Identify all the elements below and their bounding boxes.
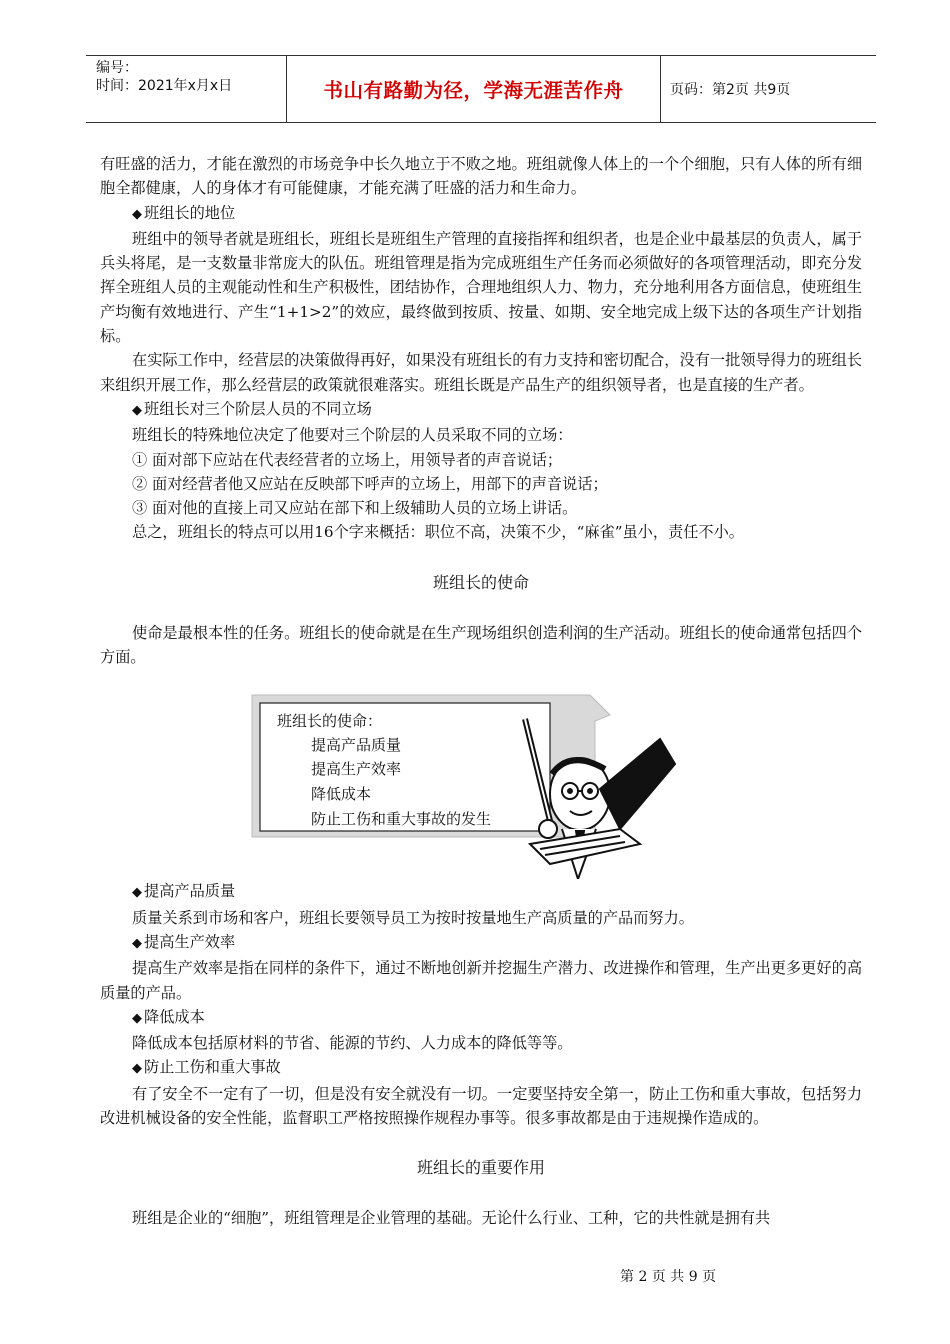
page-footer: 第 2 页 共 9 页 xyxy=(620,1269,717,1285)
diamond-bullet-icon: ◆ xyxy=(132,1061,142,1077)
paragraph: 提高生产效率是指在同样的条件下，通过不断地创新并挖掘生产潜力、改进操作和管理，生产出更多更好的高质量的产品。 xyxy=(100,959,862,1002)
bullet-heading xyxy=(100,930,862,956)
list-item: ① 面对部下应站在代表经营者的立场上，用领导者的声音说话； xyxy=(132,450,563,469)
mission-item: 防止工伤和重大事故的发生 xyxy=(311,810,492,829)
header-meta xyxy=(86,56,286,122)
diamond-bullet-icon: ◆ xyxy=(132,935,142,951)
mission-item: 提高生产效率 xyxy=(311,760,402,779)
bullet-heading xyxy=(100,1055,862,1081)
mission-item: 提高产品质量 xyxy=(311,736,402,755)
paragraph: 在实际工作中，经营层的决策做得再好，如果没有班组长的有力支持和密切配合，没有一批领导得力的班组长来组织开展工作，那么经营层的政策就很难落实。班组长既是产品生产的组织领导者，也是直接的生产者。 xyxy=(100,351,862,394)
paragraph: 降低成本包括原材料的节省、能源的节约、人力成本的降低等等。 xyxy=(132,1034,573,1053)
bullet-heading xyxy=(100,201,862,227)
document-body xyxy=(100,152,862,1231)
bullet-heading-text: 防止工伤和重大事故 xyxy=(144,1058,281,1077)
bullet-heading xyxy=(100,1005,862,1031)
diamond-bullet-icon: ◆ xyxy=(132,885,142,901)
diamond-bullet-icon: ◆ xyxy=(132,1010,142,1026)
section-heading-role: 班组长的重要作用 xyxy=(416,1158,545,1178)
bullet-heading xyxy=(100,397,862,423)
time-label: 时间：2021年x月x日 xyxy=(96,78,233,94)
mission-illustration xyxy=(100,679,862,879)
diamond-bullet-icon: ◆ xyxy=(132,206,142,222)
bullet-heading-text: 班组长的地位 xyxy=(144,203,236,222)
header-motto: 书山有路勤为径，学海无涯苦作舟 xyxy=(286,56,661,122)
paragraph: 有了安全不一定有了一切，但是没有安全就没有一切。一定要坚持安全第一，防止工伤和重大事故，包括努力改进机械设备的安全性能，监督职工严格按照操作规程办事等。很多事故都是由于违规操作造成的。 xyxy=(100,1084,862,1128)
mission-item: 降低成本 xyxy=(311,785,372,804)
paragraph: 质量关系到市场和客户，班组长要领导员工为按时按量地生产高质量的产品而努力。 xyxy=(132,908,694,927)
paragraph: 班组长的特殊地位决定了他要对三个阶层的人员采取不同的立场： xyxy=(132,426,573,445)
list-item: ③ 面对他的直接上司又应站在部下和上级辅助人员的立场上讲话。 xyxy=(132,499,578,518)
bullet-heading-text: 提高生产效率 xyxy=(144,932,236,951)
bullet-heading-text: 降低成本 xyxy=(144,1007,205,1026)
paragraph: 班组是企业的“细胞”，班组管理是企业管理的基础。无论什么行业、工种，它的共性就是拥有共 xyxy=(132,1209,771,1228)
bullet-heading-text: 提高产品质量 xyxy=(144,882,236,901)
bullet-heading xyxy=(100,879,862,905)
section-heading-mission: 班组长的使命 xyxy=(432,572,529,592)
list-item: ② 面对经营者他又应站在反映部下呼声的立场上，用部下的声音说话； xyxy=(132,474,608,493)
paragraph: 班组中的领导者就是班组长，班组长是班组生产管理的直接指挥和组织者，也是企业中最基层的负责人，属于兵头将尾，是一支数量非常庞大的队伍。班组管理是指为完成班组生产任务而必须做好的各项管理活动，即充分发挥全班组人员的主观能动性和生产积极性，团结协作，合理地组织人力、物力，充分地利用各方面信息，使班组生产均衡有效地进行、产生“1+1>2”的效应，最终做到按质、按量、如期、安全地完成上级下达的各项生产计划指标。 xyxy=(100,229,862,346)
mission-box xyxy=(267,701,537,841)
header-page-info: 页码：第2页 共9页 xyxy=(670,82,791,98)
diamond-bullet-icon: ◆ xyxy=(132,402,142,418)
bullet-heading-text: 班组长对三个阶层人员的不同立场 xyxy=(144,399,372,418)
paragraph: 总之，班组长的特点可以用16个字来概括：职位不高，决策不少，“麻雀”虽小，责任不小。 xyxy=(132,523,744,542)
page-header xyxy=(86,55,876,123)
number-label: 编号： xyxy=(96,60,138,76)
paragraph: 有旺盛的活力，才能在激烈的市场竞争中长久地立于不败之地。班组就像人体上的一个个细胞，只有人体的所有细胞全都健康，人的身体才有可能健康，才能充满了旺盛的活力和生命力。 xyxy=(100,155,862,198)
mission-box-title: 班组长的使命： xyxy=(277,712,383,731)
paragraph: 使命是最根本性的任务。班组长的使命就是在生产现场组织创造利润的生产活动。班组长的使命通常包括四个方面。 xyxy=(100,623,862,667)
